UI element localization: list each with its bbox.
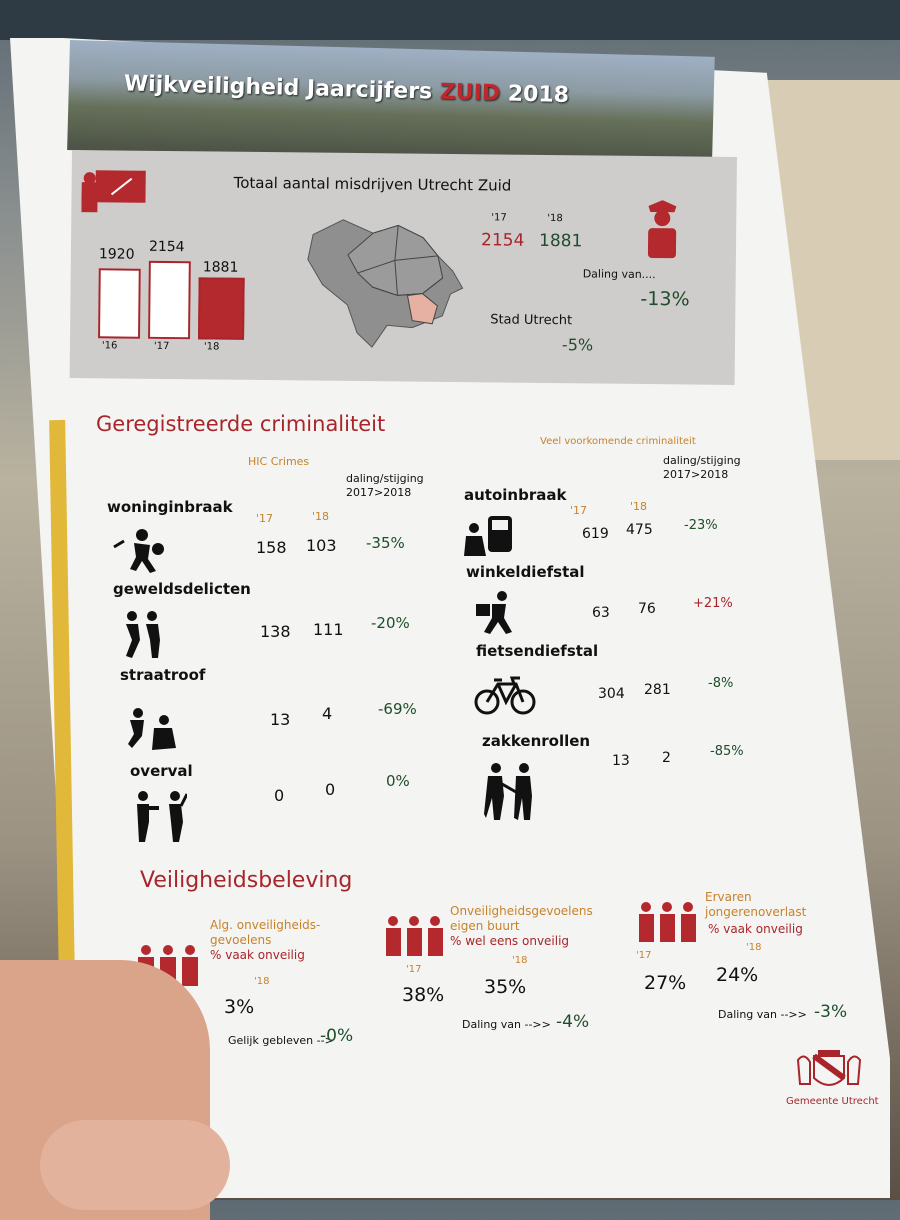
- value-18: 111: [313, 620, 344, 639]
- change-value: -20%: [371, 614, 410, 632]
- perception-heading: Veiligheidsbeleving: [140, 868, 353, 893]
- change-value: -69%: [378, 700, 417, 718]
- perception-delta: -3%: [814, 1002, 848, 1022]
- perception-title-2: gevoelens: [210, 933, 272, 947]
- crime-label: geweldsdelicten: [113, 580, 251, 598]
- change-label-right-1: daling/stijging: [663, 454, 741, 467]
- perception-title-1: Alg. onveiligheids-: [210, 918, 321, 932]
- value-18: 76: [638, 601, 656, 617]
- right-year-17: '17: [570, 504, 588, 517]
- utrecht-coat-of-arms-logo: [794, 1048, 864, 1094]
- perception-title-1: Ervaren: [705, 890, 752, 904]
- value-17: 0: [274, 786, 285, 805]
- perception-value-17: 38%: [402, 984, 445, 1006]
- change-value: +21%: [693, 596, 733, 611]
- bar-16: [98, 268, 141, 338]
- bar-year-17: '17: [153, 340, 170, 353]
- value-17: 63: [592, 605, 610, 621]
- bar-18: [198, 277, 245, 339]
- change-value: -85%: [710, 744, 744, 759]
- bar-value-18: 1881: [202, 259, 239, 276]
- value-17: 158: [256, 538, 287, 557]
- value-17: 304: [598, 686, 625, 702]
- perception-sub: % vaak onveilig: [210, 948, 305, 962]
- value-18: 475: [626, 522, 653, 538]
- perception-value-17: 27%: [644, 972, 687, 994]
- change-value: 0%: [386, 772, 410, 790]
- car-break-in-icon: [464, 512, 514, 556]
- bar-year-18: '18: [203, 341, 220, 353]
- bar-17: [148, 261, 191, 339]
- registered-heading: Geregistreerde criminaliteit: [96, 412, 386, 436]
- daling-label: Daling van....: [582, 267, 656, 282]
- change-label-left-1: daling/stijging: [346, 472, 424, 485]
- background-top: [0, 0, 900, 40]
- change-value: -8%: [708, 676, 734, 691]
- value-17: 138: [260, 622, 291, 641]
- crime-label: zakkenrollen: [482, 732, 591, 750]
- pickpocket-icon: [484, 762, 536, 820]
- police-officer-icon: [644, 200, 681, 258]
- perception-value-18: 3%: [224, 996, 255, 1018]
- perception-year-18: '18: [512, 955, 528, 966]
- veel-label: Veel voorkomende criminaliteit: [540, 436, 696, 447]
- total-year-17: '17: [491, 212, 507, 224]
- perception-title-1: Onveiligheidsgevoelens: [450, 904, 593, 918]
- left-year-17: '17: [256, 512, 274, 525]
- change-value: -35%: [366, 534, 405, 552]
- thumb: [40, 1120, 230, 1210]
- fight-icon: [120, 610, 166, 658]
- perception-year-18: '18: [746, 942, 762, 953]
- presentation-icon: [81, 168, 146, 214]
- header-banner: [67, 40, 715, 167]
- total-value-17: 2154: [480, 230, 525, 251]
- people-icon: [638, 902, 696, 942]
- crime-label: fietsendiefstal: [476, 642, 599, 660]
- totals-title: Totaal aantal misdrijven Utrecht Zuid: [233, 173, 512, 195]
- bar-year-16: '16: [101, 340, 118, 352]
- perception-delta: -0%: [320, 1026, 354, 1046]
- crime-label: woninginbraak: [107, 498, 233, 516]
- hic-label: HIC Crimes: [248, 455, 310, 468]
- title-accent: ZUID: [439, 79, 501, 107]
- right-year-18: '18: [630, 500, 648, 513]
- shoplifter-icon: [474, 590, 516, 634]
- daling-value: -13%: [640, 287, 690, 311]
- perception-year-17: '17: [406, 964, 422, 975]
- value-17: 619: [582, 526, 609, 542]
- crime-label: autoinbraak: [464, 486, 567, 504]
- perception-title-2: eigen buurt: [450, 919, 520, 933]
- bar-value-16: 1920: [98, 246, 135, 263]
- stad-label: Stad Utrecht: [490, 312, 573, 329]
- perception-year-18: '18: [254, 976, 270, 987]
- perception-delta: -4%: [556, 1012, 590, 1032]
- perception-note: Daling van -->>: [718, 1008, 807, 1021]
- change-label-left-2: 2017>2018: [346, 486, 412, 499]
- change-label-right-2: 2017>2018: [663, 468, 729, 481]
- value-18: 281: [644, 682, 671, 698]
- perception-note: Gelijk gebleven -->: [228, 1034, 334, 1047]
- perception-title-2: jongerenoverlast: [705, 905, 807, 919]
- crime-label: winkeldiefstal: [466, 563, 585, 581]
- stad-value: -5%: [561, 335, 594, 355]
- perception-note: Daling van -->>: [462, 1018, 551, 1031]
- burglar-icon: [112, 527, 164, 573]
- value-18: 2: [662, 750, 671, 766]
- value-18: 103: [306, 536, 337, 555]
- value-17: 13: [612, 753, 630, 769]
- holdup-icon: [135, 790, 187, 842]
- value-17: 13: [270, 710, 291, 729]
- crime-label: straatroof: [120, 666, 206, 684]
- perception-sub: % vaak onveilig: [708, 922, 803, 936]
- left-year-18: '18: [312, 510, 330, 523]
- perception-value-18: 35%: [484, 976, 527, 998]
- value-18: 4: [322, 704, 333, 723]
- total-year-18: '18: [547, 212, 563, 225]
- robbery-icon: [126, 708, 178, 750]
- bar-value-17: 2154: [148, 238, 185, 256]
- value-18: 0: [325, 780, 336, 799]
- bicycle-icon: [474, 676, 536, 716]
- totals-panel: [70, 150, 737, 385]
- footer-org: Gemeente Utrecht: [786, 1096, 879, 1107]
- perception-year-17: '17: [636, 950, 652, 961]
- utrecht-map: [302, 214, 468, 351]
- perception-value-18: 24%: [716, 964, 759, 986]
- page-title: Wijkveiligheid Jaarcijfers ZUID 2018: [123, 71, 570, 109]
- total-value-18: 1881: [538, 230, 583, 252]
- people-icon: [385, 916, 443, 956]
- change-value: -23%: [684, 518, 718, 533]
- perception-sub: % wel eens onveilig: [450, 934, 570, 948]
- crime-label: overval: [130, 762, 193, 780]
